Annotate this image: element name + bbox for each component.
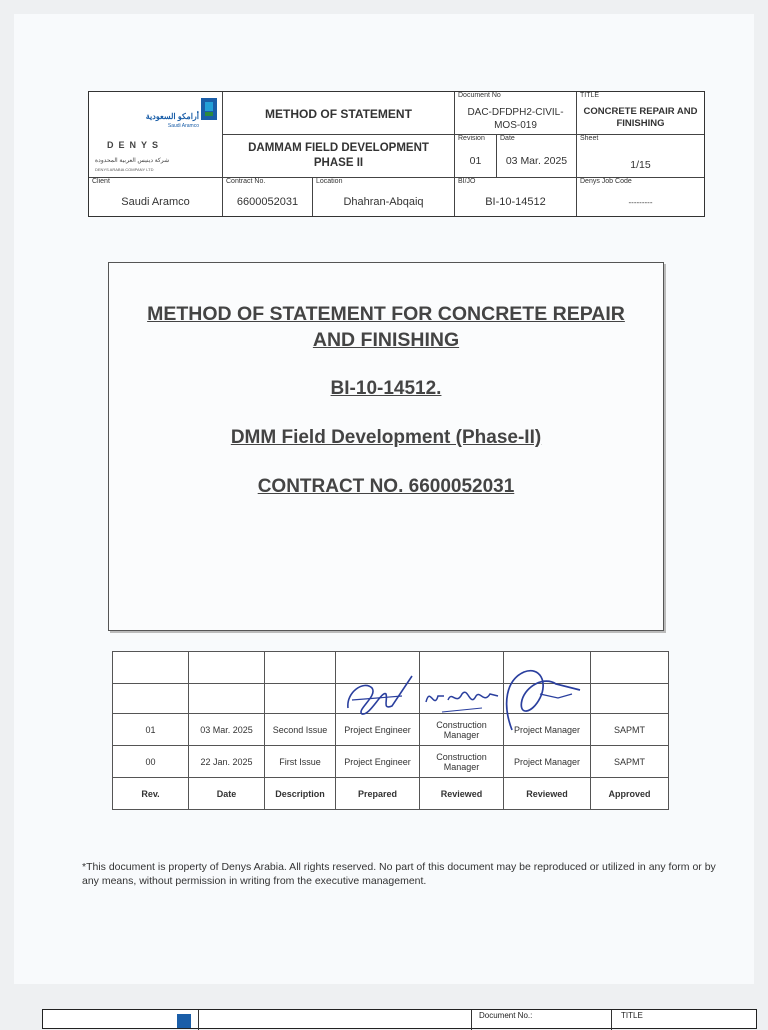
cover-title-box <box>108 262 664 631</box>
client-cell <box>89 178 223 216</box>
cover-bi-number: BI-10-14512. <box>330 378 442 399</box>
title-cell <box>577 92 704 135</box>
copyright-note: *This document is property of Denys Arabia. All rights reserved. No part of this document may be reproduced or utilized in any form or by any means, without permission in writing from the executive management. <box>82 861 716 887</box>
col-header-date: Date <box>189 778 265 810</box>
document-no-cell <box>455 92 577 135</box>
reviewed-signature-icon <box>422 682 502 718</box>
revision-value: 01 <box>469 155 482 167</box>
aramco-english-name: Saudi Aramco <box>167 123 199 129</box>
sheet-value: 1/15 <box>630 159 651 171</box>
rev-description: Second Issue <box>265 714 336 746</box>
bi-label: BI/JO <box>458 178 476 185</box>
rev-approved: SAPMT <box>591 714 669 746</box>
sheet-label: Sheet <box>580 135 599 142</box>
logo-cell <box>89 92 223 178</box>
rev-reviewed-2: Project Manager <box>504 746 591 778</box>
date-label: Date <box>500 135 515 142</box>
aramco-arabic-name: أرامكو السعودية <box>145 112 199 121</box>
job-code-cell <box>577 178 704 216</box>
revision-label: Revision <box>458 135 485 142</box>
revision-cell <box>455 135 497 178</box>
job-code-label: Denys Job Code <box>580 178 632 185</box>
rev-reviewed: Construction Manager <box>420 714 504 746</box>
manager-signature-icon <box>500 664 584 736</box>
location-cell <box>313 178 455 216</box>
location-value: Dhahran-Abqaiq <box>343 196 424 208</box>
revision-row <box>113 746 669 778</box>
rev-date: 03 Mar. 2025 <box>189 714 265 746</box>
client-label: Client <box>92 178 110 185</box>
col-header-reviewed: Reviewed <box>420 778 504 810</box>
location-label: Location <box>316 178 343 185</box>
next-document-no-label: Document No.: <box>479 1011 533 1020</box>
prepared-signature-icon <box>342 670 418 720</box>
project-title: DAMMAM FIELD DEVELOPMENT PHASE II <box>248 142 429 169</box>
denys-arabic-name: شركة دينيس العربية المحدودة <box>95 158 170 164</box>
next-title-label: TITLE <box>621 1011 643 1020</box>
denys-logo: DENYS <box>107 140 164 150</box>
cover-title-line1: METHOD OF STATEMENT FOR CONCRETE REPAIR <box>147 303 625 325</box>
divider <box>611 1010 612 1030</box>
rev-approved: SAPMT <box>591 746 669 778</box>
aramco-logo-icon <box>177 1014 191 1028</box>
method-statement-title: METHOD OF STATEMENT <box>265 107 412 121</box>
client-value: Saudi Aramco <box>121 196 190 208</box>
rev-number: 00 <box>113 746 189 778</box>
job-code-value: --------- <box>628 198 653 207</box>
title-value: CONCRETE REPAIR AND FINISHING <box>583 106 698 129</box>
col-header-description: Description <box>265 778 336 810</box>
document-header-table <box>88 91 705 217</box>
date-cell <box>497 135 577 178</box>
col-header-approved: Approved <box>591 778 669 810</box>
rev-reviewed: Construction Manager <box>420 746 504 778</box>
rev-prepared: Project Engineer <box>336 746 420 778</box>
rev-prepared: Project Engineer <box>336 714 420 746</box>
document-no-label: Document No <box>458 92 501 99</box>
cover-title-line2: AND FINISHING <box>312 329 460 351</box>
next-page-header <box>42 1009 757 1029</box>
divider <box>198 1010 199 1030</box>
rev-number: 01 <box>113 714 189 746</box>
contract-cell <box>223 178 313 216</box>
project-cell <box>223 135 455 178</box>
bi-cell <box>455 178 577 216</box>
rev-reviewed-2: Project Manager <box>504 714 591 746</box>
rev-description: First Issue <box>265 746 336 778</box>
aramco-logo-icon <box>201 98 217 120</box>
title-label: TITLE <box>580 92 600 99</box>
document-no-value: DAC-DFDPH2-CIVIL-MOS-019 <box>467 107 564 131</box>
denys-english-name: DENYS ARABIA COMPANY LTD <box>95 167 154 172</box>
revision-header-row <box>113 778 669 810</box>
contract-label: Contract No. <box>226 178 266 185</box>
contract-value: 6600052031 <box>236 196 299 208</box>
divider <box>471 1010 472 1030</box>
rev-date: 22 Jan. 2025 <box>189 746 265 778</box>
col-header-reviewed-2: Reviewed <box>504 778 591 810</box>
sheet-cell <box>577 135 704 178</box>
cover-field-name: DMM Field Development (Phase-II) <box>230 427 542 448</box>
cover-contract-number: CONTRACT NO. 6600052031 <box>257 476 515 497</box>
bi-value: BI-10-14512 <box>485 196 546 208</box>
method-statement-cell <box>223 92 455 135</box>
col-header-rev: Rev. <box>113 778 189 810</box>
date-value: 03 Mar. 2025 <box>505 155 568 167</box>
col-header-prepared: Prepared <box>336 778 420 810</box>
